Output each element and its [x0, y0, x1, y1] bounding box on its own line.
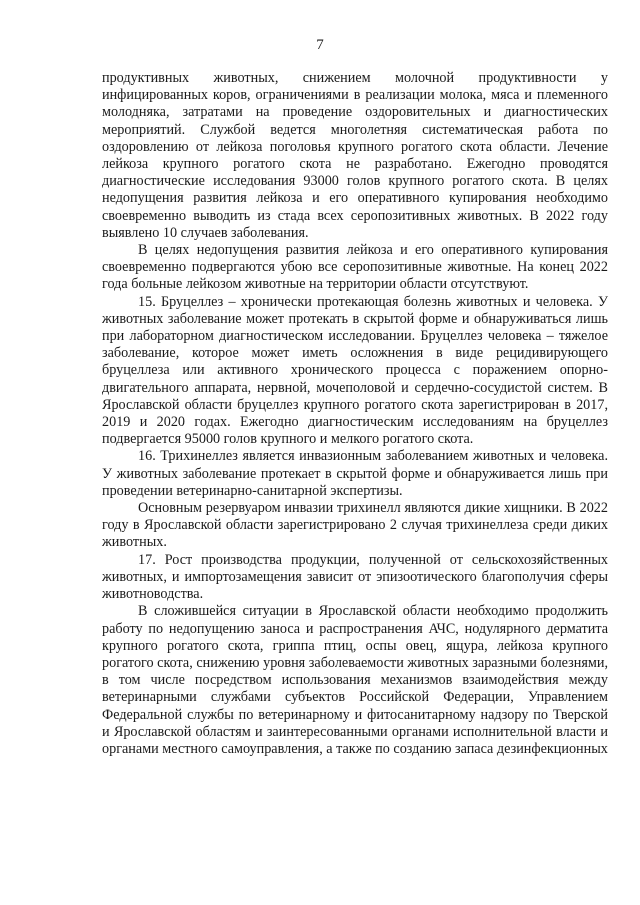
paragraph-trichinellosis: 16. Трихинеллез является инвазионным заболеванием животных и человека. У животных заболевание протекает в скрытой форме и обнаруживается лишь при проведении ветеринарно-санитарной экспертизы.	[102, 448, 608, 499]
paragraph-current-situation: В сложившейся ситуации в Ярославской области необходимо продолжить работу по недопущению заноса и распространения АЧС, нодулярного дерматита крупного рогатого скота, гриппа птиц, оспы овец, ящура, лейкоза крупного рогатого скота, снижению уровня заболеваемости животных заразными болезнями, в том числе посредством использования механизмов взаимодействия между ветеринарными службами субъектов Российской Федерации, Управлением Федеральной службы по ветеринарному и фитосанитарному надзору по Тверской и Ярославской областям и заинтересованными органами исполнительной власти и органами местного самоуправления, а также по созданию запаса дезинфекционных	[102, 603, 608, 757]
paragraph-production-growth: 17. Рост производства продукции, полученной от сельскохозяйственных животных, и импортозамещения зависит от эпизоотического благополучия сферы животноводства.	[102, 551, 608, 603]
paragraph-leukosis-culling: В целях недопущения развития лейкоза и его оперативного купирования своевременно подвергаются убою все серопозитивные животные. На конец 2022 года больные лейкозом животные на территории области отсутствуют.	[102, 242, 608, 293]
paragraph-trichinella-reservoir: Основным резервуаром инвазии трихинелл являются дикие хищники. В 2022 году в Ярославской области зарегистрировано 2 случая трихинеллеза среди диких животных.	[102, 500, 608, 551]
paragraph-leukosis-continued: продуктивных животных, снижением молочной продуктивности у инфицированных коров, ограничениями в реализации молока, мяса и племенного молодняка, затратами на проведение оздоровительных и диагностических мероприятий. Службой ведется многолетняя систематическая работа по оздоровлению от лейкоза поголовья крупного рогатого скота области. Лечение лейкоза крупного рогатого скота не разработано. Ежегодно проводятся диагностические исследования 93000 голов крупного рогатого скота. В целях недопущения развития лейкоза и его оперативного купирования необходимо своевременно выводить из стада всех серопозитивных животных. В 2022 году выявлено 10 случаев заболевания.	[102, 70, 608, 241]
paragraph-brucellosis: 15. Бруцеллез – хронически протекающая болезнь животных и человека. У животных заболевание может протекать в скрытой форме и обнаруживаться лишь при лабораторном диагностическом исследовании. Бруцеллез человека – тяжелое заболевание, которое может иметь осложнения в виде рецидивирующего бруцеллеза или активного хронического процесса с поражением опорно-двигательного аппарата, нервной, мочеполовой и сердечно-сосудистой систем. В Ярославской области бруцеллез крупного рогатого скота зарегистрирован в 2017, 2019 и 2020 годах. Ежегодно диагностическим исследованиям на бруцеллез подвергается 95000 голов крупного и мелкого рогатого скота.	[102, 293, 608, 448]
body-text	[102, 70, 608, 758]
page-number: 7	[316, 37, 324, 53]
